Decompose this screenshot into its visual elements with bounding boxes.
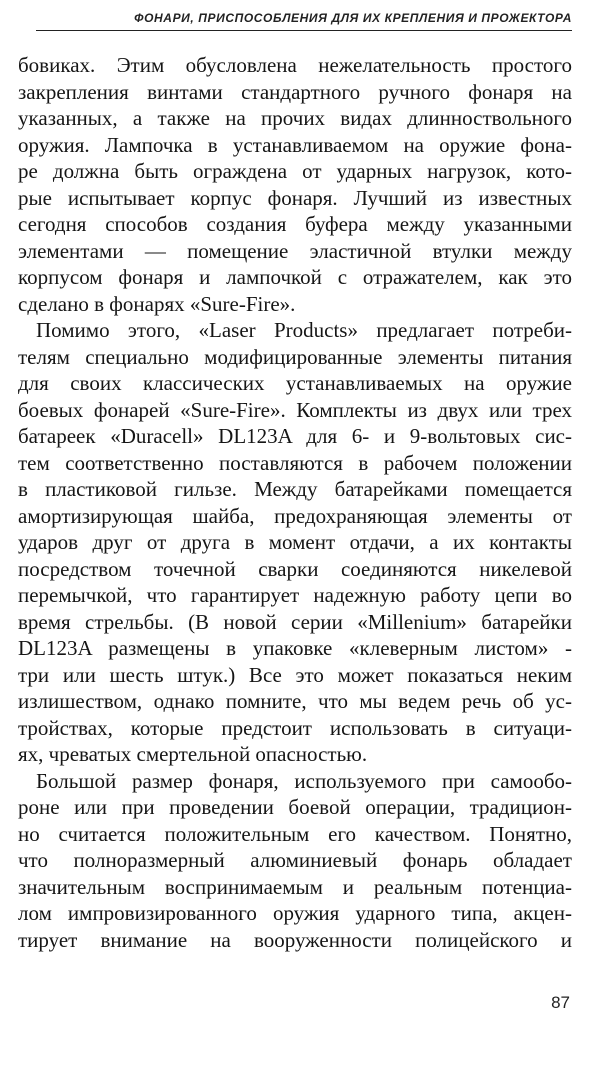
text-line: для своих классических устанавливаемых на оружие xyxy=(18,371,572,395)
text-line: элементами — помещение эластичной втулки между xyxy=(18,238,572,263)
text-line: ударов друг от друга в момент отдачи, а их контакты xyxy=(18,530,572,554)
text-line: тирует внимание на вооруженности полицейского и xyxy=(18,927,572,952)
text-line: телям специально модифицированные элементы питания xyxy=(18,344,572,369)
text-line: значительным воспринимаемым и реальным потенциа- xyxy=(18,874,572,899)
text-line: рые испытывает корпус фонаря. Лучший из известных xyxy=(18,185,572,210)
text-line: три или шесть штук.) Все это может показаться неким xyxy=(18,662,572,687)
text-line: но считается положительным его качеством. Понятно, xyxy=(18,821,572,846)
running-head: ФОНАРИ, ПРИСПОСОБЛЕНИЯ ДЛЯ ИХ КРЕПЛЕНИЯ И ПРОЖЕКТОРА xyxy=(134,11,572,25)
text-line: в пластиковой гильзе. Между батарейками помещается xyxy=(18,477,572,501)
text-line: корпусом фонаря и лампочкой с отражателем, как это xyxy=(18,265,572,289)
text-line: тройствах, которые предстоит использовать в ситуаци- xyxy=(18,715,572,740)
text-line: бовиках. Этим обусловлена нежелательность простого xyxy=(18,53,572,77)
text-line: амортизирующая шайба, предохраняющая элементы от xyxy=(18,503,572,528)
text-line: указанных, а также на прочих видах длинноствольного xyxy=(18,106,572,130)
text-line: закрепления винтами стандартного ручного фонаря на xyxy=(18,79,572,104)
running-head-rule xyxy=(36,30,572,31)
text-line: ях, чреватых смертельной опасностью. xyxy=(18,742,368,766)
text-line: роне или при проведении боевой операции, традицион- xyxy=(18,795,572,819)
text-line: излишеством, однако помните, что мы ведем речь об ус- xyxy=(18,689,572,713)
text-line: время стрельбы. (В новой серии «Millenium» батарейки xyxy=(18,609,572,634)
text-line: перемычкой, что гарантирует надежную работу цепи во xyxy=(18,583,572,607)
page-number: 87 xyxy=(551,993,570,1012)
text-line: сегодня способов создания буфера между указанными xyxy=(18,212,572,236)
text-line: оружия. Лампочка в устанавливаемом на оружие фона- xyxy=(18,132,572,157)
text-line: тем соответственно поставляются в рабочем положении xyxy=(18,450,572,475)
text-line: ре должна быть ограждена от ударных нагрузок, кото- xyxy=(18,159,572,183)
text-line: DL123A размещены в упаковке «клеверным листом» - xyxy=(18,636,572,660)
text-line: батареек «Duracell» DL123A для 6- и 9-вольтовых сис- xyxy=(18,424,572,448)
text-line: Большой размер фонаря, используемого при самообо- xyxy=(36,768,572,793)
text-line: что полноразмерный алюминиевый фонарь обладает xyxy=(18,848,572,872)
body-text xyxy=(18,52,572,953)
text-line: Помимо этого, «Laser Products» предлагает потреби- xyxy=(36,318,572,342)
text-line: сделано в фонарях «Sure-Fire». xyxy=(18,291,296,316)
text-line: боевых фонарей «Sure-Fire». Комплекты из двух или трех xyxy=(18,397,572,422)
text-line: посредством точечной сварки соединяются никелевой xyxy=(18,556,572,581)
text-line: лом импровизированного оружия ударного типа, акцен- xyxy=(18,901,572,925)
